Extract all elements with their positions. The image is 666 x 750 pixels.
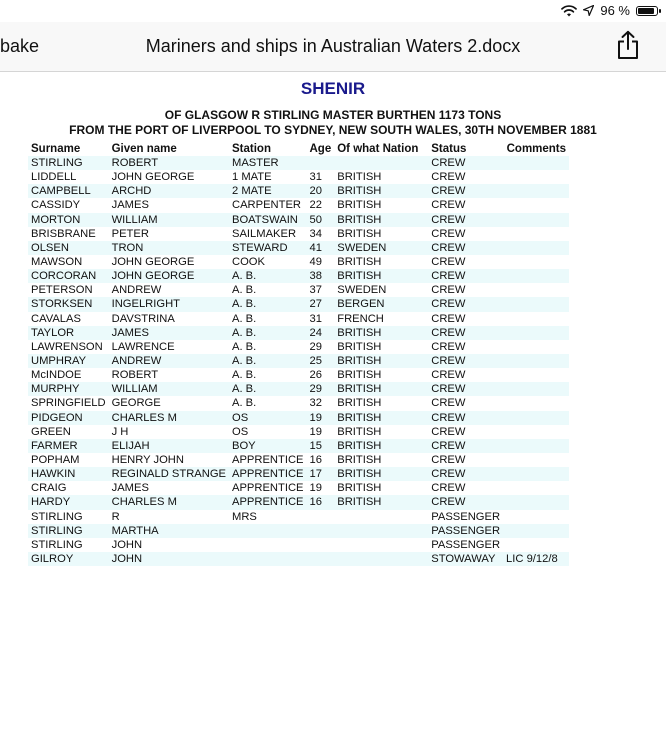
table-row bbox=[28, 552, 569, 566]
status-cell: CREW bbox=[431, 256, 466, 269]
surname-cell: HAWKIN bbox=[31, 468, 76, 481]
table-row bbox=[28, 453, 569, 467]
surname-cell: STIRLING bbox=[31, 157, 83, 170]
table-row bbox=[28, 170, 569, 184]
comments-cell bbox=[503, 425, 569, 439]
nation-cell: BRITISH bbox=[337, 171, 382, 184]
given-name-cell: CHARLES M bbox=[111, 496, 177, 509]
table-row bbox=[28, 510, 569, 524]
comments-cell bbox=[503, 255, 569, 269]
wifi-icon bbox=[561, 5, 577, 17]
surname-cell: GILROY bbox=[31, 553, 74, 565]
given-name-cell: JAMES bbox=[111, 199, 149, 212]
surname-cell: STIRLING bbox=[31, 538, 83, 551]
nation-cell: BRITISH bbox=[337, 369, 382, 382]
ship-subtitle: OF GLASGOW R STIRLING MASTER BURTHEN 1173 TONS bbox=[164, 108, 502, 122]
age-cell bbox=[307, 552, 335, 566]
table-row bbox=[28, 439, 569, 453]
battery-percent: 96 % bbox=[600, 3, 630, 18]
comments-cell bbox=[503, 184, 569, 198]
nation-cell: BRITISH bbox=[337, 397, 382, 410]
nation-cell: BRITISH bbox=[337, 199, 382, 212]
given-name-cell: WILLIAM bbox=[111, 213, 158, 226]
table-row bbox=[28, 283, 569, 297]
status-cell: CREW bbox=[431, 425, 466, 438]
comments-cell bbox=[503, 495, 569, 509]
age-cell bbox=[307, 524, 335, 538]
table-row bbox=[28, 467, 569, 481]
document-page bbox=[0, 78, 666, 565]
station-cell: A. B. bbox=[232, 340, 257, 353]
surname-cell: CORCORAN bbox=[31, 270, 97, 283]
surname-cell: CRAIG bbox=[31, 482, 67, 495]
surname-cell: BRISBRANE bbox=[31, 227, 96, 240]
given-name-cell: REGINALD STRANGE bbox=[111, 468, 226, 481]
table-row bbox=[28, 269, 569, 283]
given-name-cell: ROBERT bbox=[111, 157, 159, 170]
surname-cell: OLSEN bbox=[31, 241, 69, 254]
given-name-cell: JAMES bbox=[111, 326, 149, 339]
station-cell: A. B. bbox=[232, 355, 257, 368]
status-cell: PASSENGER bbox=[431, 510, 501, 523]
age-cell: 29 bbox=[309, 340, 322, 353]
age-cell: 50 bbox=[309, 213, 322, 226]
status-bar bbox=[0, 0, 666, 22]
comments-cell bbox=[503, 396, 569, 410]
comments-cell bbox=[503, 213, 569, 227]
surname-cell: MORTON bbox=[31, 213, 81, 226]
table-header-row bbox=[28, 142, 569, 156]
age-cell: 25 bbox=[309, 355, 322, 368]
comments-cell bbox=[503, 170, 569, 184]
nation-cell bbox=[334, 156, 428, 170]
nation-cell: BRITISH bbox=[337, 213, 382, 226]
status-cell: CREW bbox=[431, 340, 466, 353]
age-cell: 17 bbox=[309, 468, 322, 481]
status-cell: CREW bbox=[431, 326, 466, 339]
given-name-cell: ARCHD bbox=[111, 185, 152, 198]
given-name-cell: ANDREW bbox=[111, 355, 162, 368]
nation-cell: BRITISH bbox=[337, 482, 382, 495]
status-cell: CREW bbox=[431, 355, 466, 368]
given-name-cell: ANDREW bbox=[111, 284, 162, 297]
crew-table bbox=[28, 142, 569, 566]
status-cell: CREW bbox=[431, 369, 466, 382]
age-cell: 49 bbox=[309, 256, 322, 269]
comments-cell bbox=[503, 241, 569, 255]
status-cell: CREW bbox=[431, 270, 466, 283]
nation-cell: SWEDEN bbox=[337, 284, 387, 297]
table-row bbox=[28, 326, 569, 340]
age-cell: 31 bbox=[309, 171, 322, 184]
comments-cell bbox=[503, 297, 569, 311]
comments-cell bbox=[503, 198, 569, 212]
column-header-nation: Of what Nation bbox=[337, 143, 419, 155]
given-name-cell: CHARLES M bbox=[111, 411, 177, 424]
comments-cell: LIC 9/12/8 bbox=[506, 553, 558, 565]
nation-cell: BRITISH bbox=[337, 468, 382, 481]
station-cell: MRS bbox=[232, 510, 257, 523]
nation-cell bbox=[334, 510, 428, 524]
station-cell: A. B. bbox=[232, 312, 257, 325]
status-cell: CREW bbox=[431, 312, 466, 325]
given-name-cell: ELIJAH bbox=[111, 439, 150, 452]
surname-cell: UMPHRAY bbox=[31, 355, 87, 368]
table-row bbox=[28, 241, 569, 255]
column-header-station: Station bbox=[232, 143, 271, 155]
station-cell: APPRENTICE bbox=[232, 468, 304, 481]
nation-cell: BRITISH bbox=[337, 270, 382, 283]
station-cell: A. B. bbox=[232, 270, 257, 283]
given-name-cell: DAVSTRINA bbox=[111, 312, 175, 325]
given-name-cell: PETER bbox=[111, 227, 149, 240]
age-cell: 32 bbox=[309, 397, 322, 410]
surname-cell: HARDY bbox=[31, 496, 71, 509]
status-cell: PASSENGER bbox=[431, 538, 501, 551]
station-cell: A. B. bbox=[232, 284, 257, 297]
age-cell: 22 bbox=[309, 199, 322, 212]
surname-cell: McINDOE bbox=[31, 369, 82, 382]
station-cell: CARPENTER bbox=[232, 199, 301, 212]
table-row bbox=[28, 538, 569, 552]
station-cell: APPRENTICE bbox=[232, 482, 304, 495]
age-cell bbox=[307, 510, 335, 524]
status-cell: CREW bbox=[431, 171, 466, 184]
station-cell bbox=[229, 538, 307, 552]
nation-cell: BRITISH bbox=[337, 355, 382, 368]
station-cell: A. B. bbox=[232, 397, 257, 410]
back-button[interactable]: bake bbox=[0, 36, 40, 56]
nation-cell: BRITISH bbox=[337, 454, 382, 467]
status-indicators bbox=[561, 3, 658, 18]
age-cell: 38 bbox=[309, 270, 322, 283]
battery-icon bbox=[636, 6, 658, 16]
comments-cell bbox=[503, 453, 569, 467]
surname-cell: STIRLING bbox=[31, 524, 83, 537]
document-title: Mariners and ships in Australian Waters 2.docx bbox=[145, 36, 521, 56]
age-cell: 37 bbox=[309, 284, 322, 297]
status-cell: CREW bbox=[431, 213, 466, 226]
voyage-subtitle: FROM THE PORT OF LIVERPOOL TO SYDNEY, NEW SOUTH WALES, 30TH NOVEMBER 1881 bbox=[69, 123, 597, 137]
station-cell: STEWARD bbox=[232, 241, 288, 254]
given-name-cell: J H bbox=[111, 425, 129, 438]
table-row bbox=[28, 255, 569, 269]
comments-cell bbox=[503, 269, 569, 283]
status-cell: CREW bbox=[431, 454, 466, 467]
status-cell: CREW bbox=[431, 157, 466, 170]
given-name-cell: TRON bbox=[111, 241, 144, 254]
station-cell: SAILMAKER bbox=[232, 227, 297, 240]
status-cell: CREW bbox=[431, 482, 466, 495]
status-cell: CREW bbox=[431, 439, 466, 452]
column-header-comments: Comments bbox=[506, 143, 567, 155]
status-cell: CREW bbox=[431, 199, 466, 212]
age-cell: 34 bbox=[309, 227, 322, 240]
age-cell: 24 bbox=[309, 326, 322, 339]
given-name-cell: JAMES bbox=[111, 482, 149, 495]
comments-cell bbox=[503, 382, 569, 396]
given-name-cell: HENRY JOHN bbox=[111, 454, 184, 467]
surname-cell: GREEN bbox=[31, 425, 71, 438]
table-row bbox=[28, 481, 569, 495]
surname-cell: TAYLOR bbox=[31, 326, 75, 339]
table-row bbox=[28, 184, 569, 198]
status-cell: CREW bbox=[431, 241, 466, 254]
age-cell bbox=[307, 538, 335, 552]
table-row bbox=[28, 411, 569, 425]
nation-cell bbox=[334, 538, 428, 552]
age-cell bbox=[307, 156, 335, 170]
comments-cell bbox=[503, 156, 569, 170]
station-cell bbox=[229, 524, 307, 538]
given-name-cell: JOHN bbox=[111, 553, 143, 565]
age-cell: 19 bbox=[309, 411, 322, 424]
location-arrow-icon bbox=[583, 5, 594, 16]
comments-cell bbox=[503, 227, 569, 241]
nation-cell: BRITISH bbox=[337, 439, 382, 452]
status-cell: CREW bbox=[431, 411, 466, 424]
station-cell: APPRENTICE bbox=[232, 454, 304, 467]
share-icon[interactable] bbox=[614, 30, 642, 60]
surname-cell: STIRLING bbox=[31, 510, 83, 523]
comments-cell bbox=[503, 510, 569, 524]
surname-cell: LAWRENSON bbox=[31, 340, 103, 353]
given-name-cell: MARTHA bbox=[111, 524, 159, 537]
table-row bbox=[28, 297, 569, 311]
station-cell bbox=[229, 552, 307, 566]
nation-cell: BRITISH bbox=[337, 227, 382, 240]
surname-cell: SPRINGFIELD bbox=[31, 397, 106, 410]
status-cell: CREW bbox=[431, 496, 466, 509]
nation-cell: SWEDEN bbox=[337, 241, 387, 254]
status-cell: CREW bbox=[431, 397, 466, 410]
given-name-cell: JOHN GEORGE bbox=[111, 256, 195, 269]
station-cell: A. B. bbox=[232, 326, 257, 339]
comments-cell bbox=[503, 312, 569, 326]
table-row bbox=[28, 382, 569, 396]
comments-cell bbox=[503, 340, 569, 354]
station-cell: COOK bbox=[232, 256, 265, 269]
comments-cell bbox=[503, 467, 569, 481]
column-header-given-name: Given name bbox=[111, 143, 177, 155]
age-cell: 20 bbox=[309, 185, 322, 198]
nation-cell: BRITISH bbox=[337, 425, 382, 438]
nation-cell: BRITISH bbox=[337, 326, 382, 339]
nation-cell: BERGEN bbox=[337, 298, 385, 311]
table-row bbox=[28, 156, 569, 170]
age-cell: 29 bbox=[309, 383, 322, 396]
surname-cell: CASSIDY bbox=[31, 199, 81, 212]
comments-cell bbox=[503, 354, 569, 368]
given-name-cell: JOHN bbox=[111, 538, 143, 551]
nation-cell bbox=[334, 552, 428, 566]
surname-cell: MAWSON bbox=[31, 256, 83, 269]
ship-name: SHENIR bbox=[300, 79, 366, 98]
age-cell: 16 bbox=[309, 496, 322, 509]
given-name-cell: INGELRIGHT bbox=[111, 298, 180, 311]
station-cell: A. B. bbox=[232, 369, 257, 382]
surname-cell: LIDDELL bbox=[31, 171, 77, 184]
status-cell: CREW bbox=[431, 227, 466, 240]
comments-cell bbox=[503, 283, 569, 297]
table-row bbox=[28, 198, 569, 212]
station-cell: 1 MATE bbox=[232, 171, 272, 184]
table-row bbox=[28, 213, 569, 227]
age-cell: 19 bbox=[309, 482, 322, 495]
column-header-status: Status bbox=[431, 143, 467, 155]
table-body bbox=[28, 156, 569, 566]
comments-cell bbox=[503, 411, 569, 425]
given-name-cell: WILLIAM bbox=[111, 383, 158, 396]
status-cell: CREW bbox=[431, 185, 466, 198]
nation-cell: BRITISH bbox=[337, 383, 382, 396]
comments-cell bbox=[503, 439, 569, 453]
comments-cell bbox=[503, 481, 569, 495]
age-cell: 15 bbox=[309, 439, 322, 452]
table-row bbox=[28, 396, 569, 410]
column-header-age: Age bbox=[309, 143, 332, 155]
surname-cell: CAVALAS bbox=[31, 312, 81, 325]
given-name-cell: JOHN GEORGE bbox=[111, 270, 195, 283]
status-cell: CREW bbox=[431, 383, 466, 396]
station-cell: BOY bbox=[232, 439, 256, 452]
surname-cell: PETERSON bbox=[31, 284, 93, 297]
comments-cell bbox=[503, 326, 569, 340]
nation-cell bbox=[334, 524, 428, 538]
surname-cell: FARMER bbox=[31, 439, 78, 452]
surname-cell: MURPHY bbox=[31, 383, 80, 396]
age-cell: 31 bbox=[309, 312, 322, 325]
nation-cell: BRITISH bbox=[337, 411, 382, 424]
given-name-cell: GEORGE bbox=[111, 397, 161, 410]
surname-cell: POPHAM bbox=[31, 454, 80, 467]
status-cell: CREW bbox=[431, 298, 466, 311]
nation-cell: BRITISH bbox=[337, 185, 382, 198]
station-cell: A. B. bbox=[232, 383, 257, 396]
station-cell: MASTER bbox=[232, 157, 279, 170]
given-name-cell: JOHN GEORGE bbox=[111, 171, 195, 184]
table-row bbox=[28, 312, 569, 326]
surname-cell: STORKSEN bbox=[31, 298, 93, 311]
age-cell: 16 bbox=[309, 454, 322, 467]
nation-cell: BRITISH bbox=[337, 340, 382, 353]
station-cell: BOATSWAIN bbox=[232, 213, 298, 226]
given-name-cell: R bbox=[111, 510, 120, 523]
table-row bbox=[28, 368, 569, 382]
table-row bbox=[28, 495, 569, 509]
table-row bbox=[28, 425, 569, 439]
surname-cell: CAMPBELL bbox=[31, 185, 91, 198]
status-cell: STOWAWAY bbox=[431, 553, 496, 565]
status-cell: CREW bbox=[431, 284, 466, 297]
given-name-cell: LAWRENCE bbox=[111, 340, 175, 353]
station-cell: 2 MATE bbox=[232, 185, 272, 198]
table-row bbox=[28, 227, 569, 241]
column-header-surname: Surname bbox=[31, 143, 81, 155]
station-cell: APPRENTICE bbox=[232, 496, 304, 509]
age-cell: 41 bbox=[309, 241, 322, 254]
nation-cell: BRITISH bbox=[337, 496, 382, 509]
station-cell: OS bbox=[232, 411, 249, 424]
comments-cell bbox=[503, 524, 569, 538]
age-cell: 26 bbox=[309, 369, 322, 382]
age-cell: 27 bbox=[309, 298, 322, 311]
given-name-cell: ROBERT bbox=[111, 369, 159, 382]
nation-cell: FRENCH bbox=[337, 312, 384, 325]
nation-cell: BRITISH bbox=[337, 256, 382, 269]
table-row bbox=[28, 524, 569, 538]
comments-cell bbox=[503, 368, 569, 382]
status-cell: PASSENGER bbox=[431, 524, 501, 537]
surname-cell: PIDGEON bbox=[31, 411, 83, 424]
age-cell: 19 bbox=[309, 425, 322, 438]
table-row bbox=[28, 340, 569, 354]
station-cell: A. B. bbox=[232, 298, 257, 311]
navigation-bar bbox=[0, 22, 666, 72]
status-cell: CREW bbox=[431, 468, 466, 481]
table-row bbox=[28, 354, 569, 368]
station-cell: OS bbox=[232, 425, 249, 438]
comments-cell bbox=[503, 538, 569, 552]
